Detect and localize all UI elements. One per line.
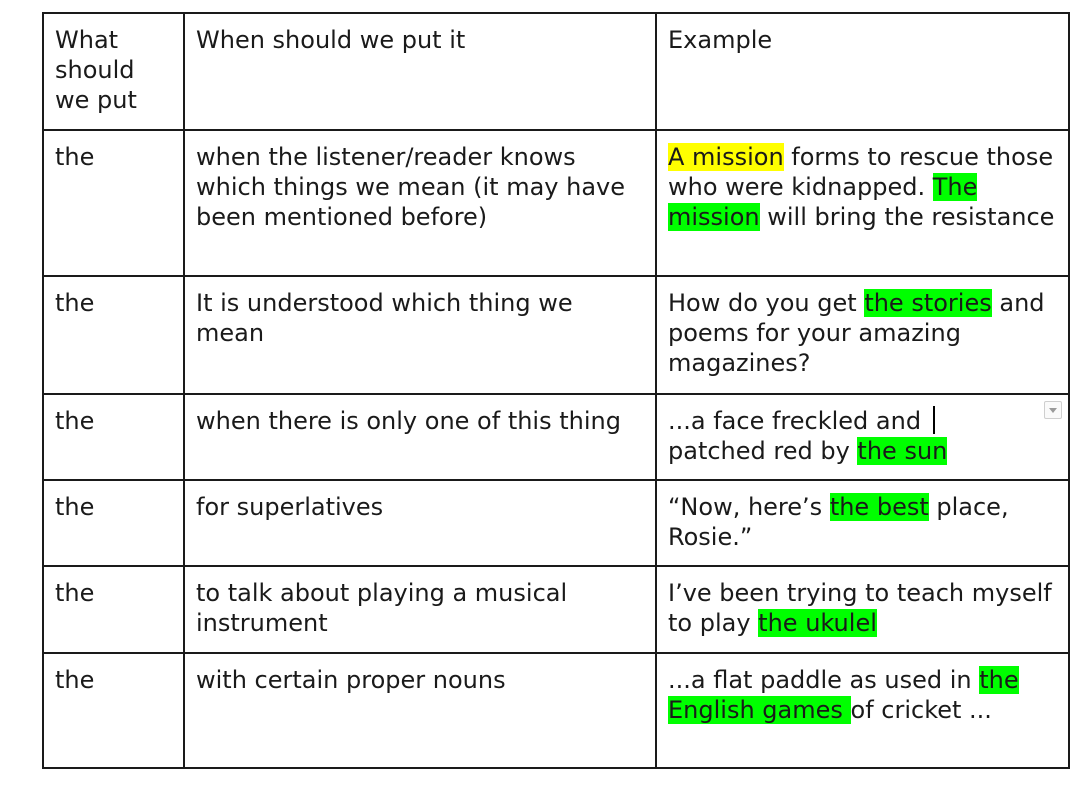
what-text: the bbox=[55, 666, 95, 694]
when-cell[interactable] bbox=[184, 130, 656, 276]
what-text: the bbox=[55, 579, 95, 607]
example-tail: will bring the resistance bbox=[759, 203, 1055, 231]
what-text: the bbox=[55, 407, 95, 435]
text-cursor bbox=[933, 406, 935, 434]
table-row bbox=[43, 276, 1069, 394]
when-cell[interactable] bbox=[184, 566, 656, 653]
example-lead: “Now, here’s bbox=[668, 493, 830, 521]
what-text: the bbox=[55, 289, 95, 317]
highlight-green: the stories bbox=[864, 289, 992, 317]
table-row bbox=[43, 130, 1069, 276]
when-text: for superlatives bbox=[196, 493, 384, 521]
example-tail: of cricket ... bbox=[850, 696, 992, 724]
when-text: It is understood which thing we mean bbox=[196, 289, 573, 347]
table-header-row bbox=[43, 13, 1069, 130]
grammar-table bbox=[42, 12, 1070, 769]
what-cell[interactable] bbox=[43, 566, 184, 653]
example-mid: forms to rescue those who were kidnapped. bbox=[668, 143, 1054, 201]
example-lead: How do you get bbox=[668, 289, 865, 317]
highlight-green: the English games bbox=[668, 666, 1019, 724]
table-row bbox=[43, 566, 1069, 653]
example-cell[interactable] bbox=[656, 130, 1069, 276]
header-example: Example bbox=[668, 26, 773, 54]
table-row bbox=[43, 480, 1069, 566]
example-cell[interactable] bbox=[656, 566, 1069, 653]
what-cell[interactable] bbox=[43, 653, 184, 768]
example-tail: place, Rosie.” bbox=[668, 493, 1009, 551]
highlight-green: The mission bbox=[668, 173, 978, 231]
example-lead: ...a flat paddle as used in bbox=[668, 666, 980, 694]
when-text: with certain proper nouns bbox=[196, 666, 506, 694]
example-cell[interactable] bbox=[656, 653, 1069, 768]
highlight-green: the ukulel bbox=[758, 609, 877, 637]
example-cell[interactable] bbox=[656, 276, 1069, 394]
highlight-green: the sun bbox=[857, 437, 948, 465]
header-example-cell[interactable] bbox=[656, 13, 1069, 130]
what-cell[interactable] bbox=[43, 130, 184, 276]
header-when: When should we put it bbox=[196, 26, 466, 54]
chevron-down-icon[interactable] bbox=[1044, 401, 1062, 419]
header-what: What should we put bbox=[55, 26, 137, 114]
what-cell[interactable] bbox=[43, 394, 184, 480]
highlight-green: the best bbox=[829, 493, 929, 521]
example-lead: I’ve been trying to teach myself to play bbox=[668, 579, 1052, 637]
table-row bbox=[43, 394, 1069, 480]
when-text: to talk about playing a musical instrument bbox=[196, 579, 568, 637]
what-text: the bbox=[55, 143, 95, 171]
when-text: when the listener/reader knows which things we mean (it may have been mentioned before) bbox=[196, 143, 625, 231]
when-cell[interactable] bbox=[184, 653, 656, 768]
what-cell[interactable] bbox=[43, 276, 184, 394]
example-tail: and poems for your amazing magazines? bbox=[668, 289, 1045, 377]
example-mid: patched red by bbox=[668, 437, 858, 465]
when-cell[interactable] bbox=[184, 480, 656, 566]
highlight-yellow: A mission bbox=[668, 143, 784, 171]
header-what-cell[interactable] bbox=[43, 13, 184, 130]
when-text: when there is only one of this thing bbox=[196, 407, 621, 435]
when-cell[interactable] bbox=[184, 276, 656, 394]
what-cell[interactable] bbox=[43, 480, 184, 566]
what-text: the bbox=[55, 493, 95, 521]
header-when-cell[interactable] bbox=[184, 13, 656, 130]
example-lead: ...a face freckled and bbox=[668, 407, 929, 435]
table-row bbox=[43, 653, 1069, 768]
when-cell[interactable] bbox=[184, 394, 656, 480]
example-cell[interactable] bbox=[656, 394, 1069, 480]
example-cell[interactable] bbox=[656, 480, 1069, 566]
